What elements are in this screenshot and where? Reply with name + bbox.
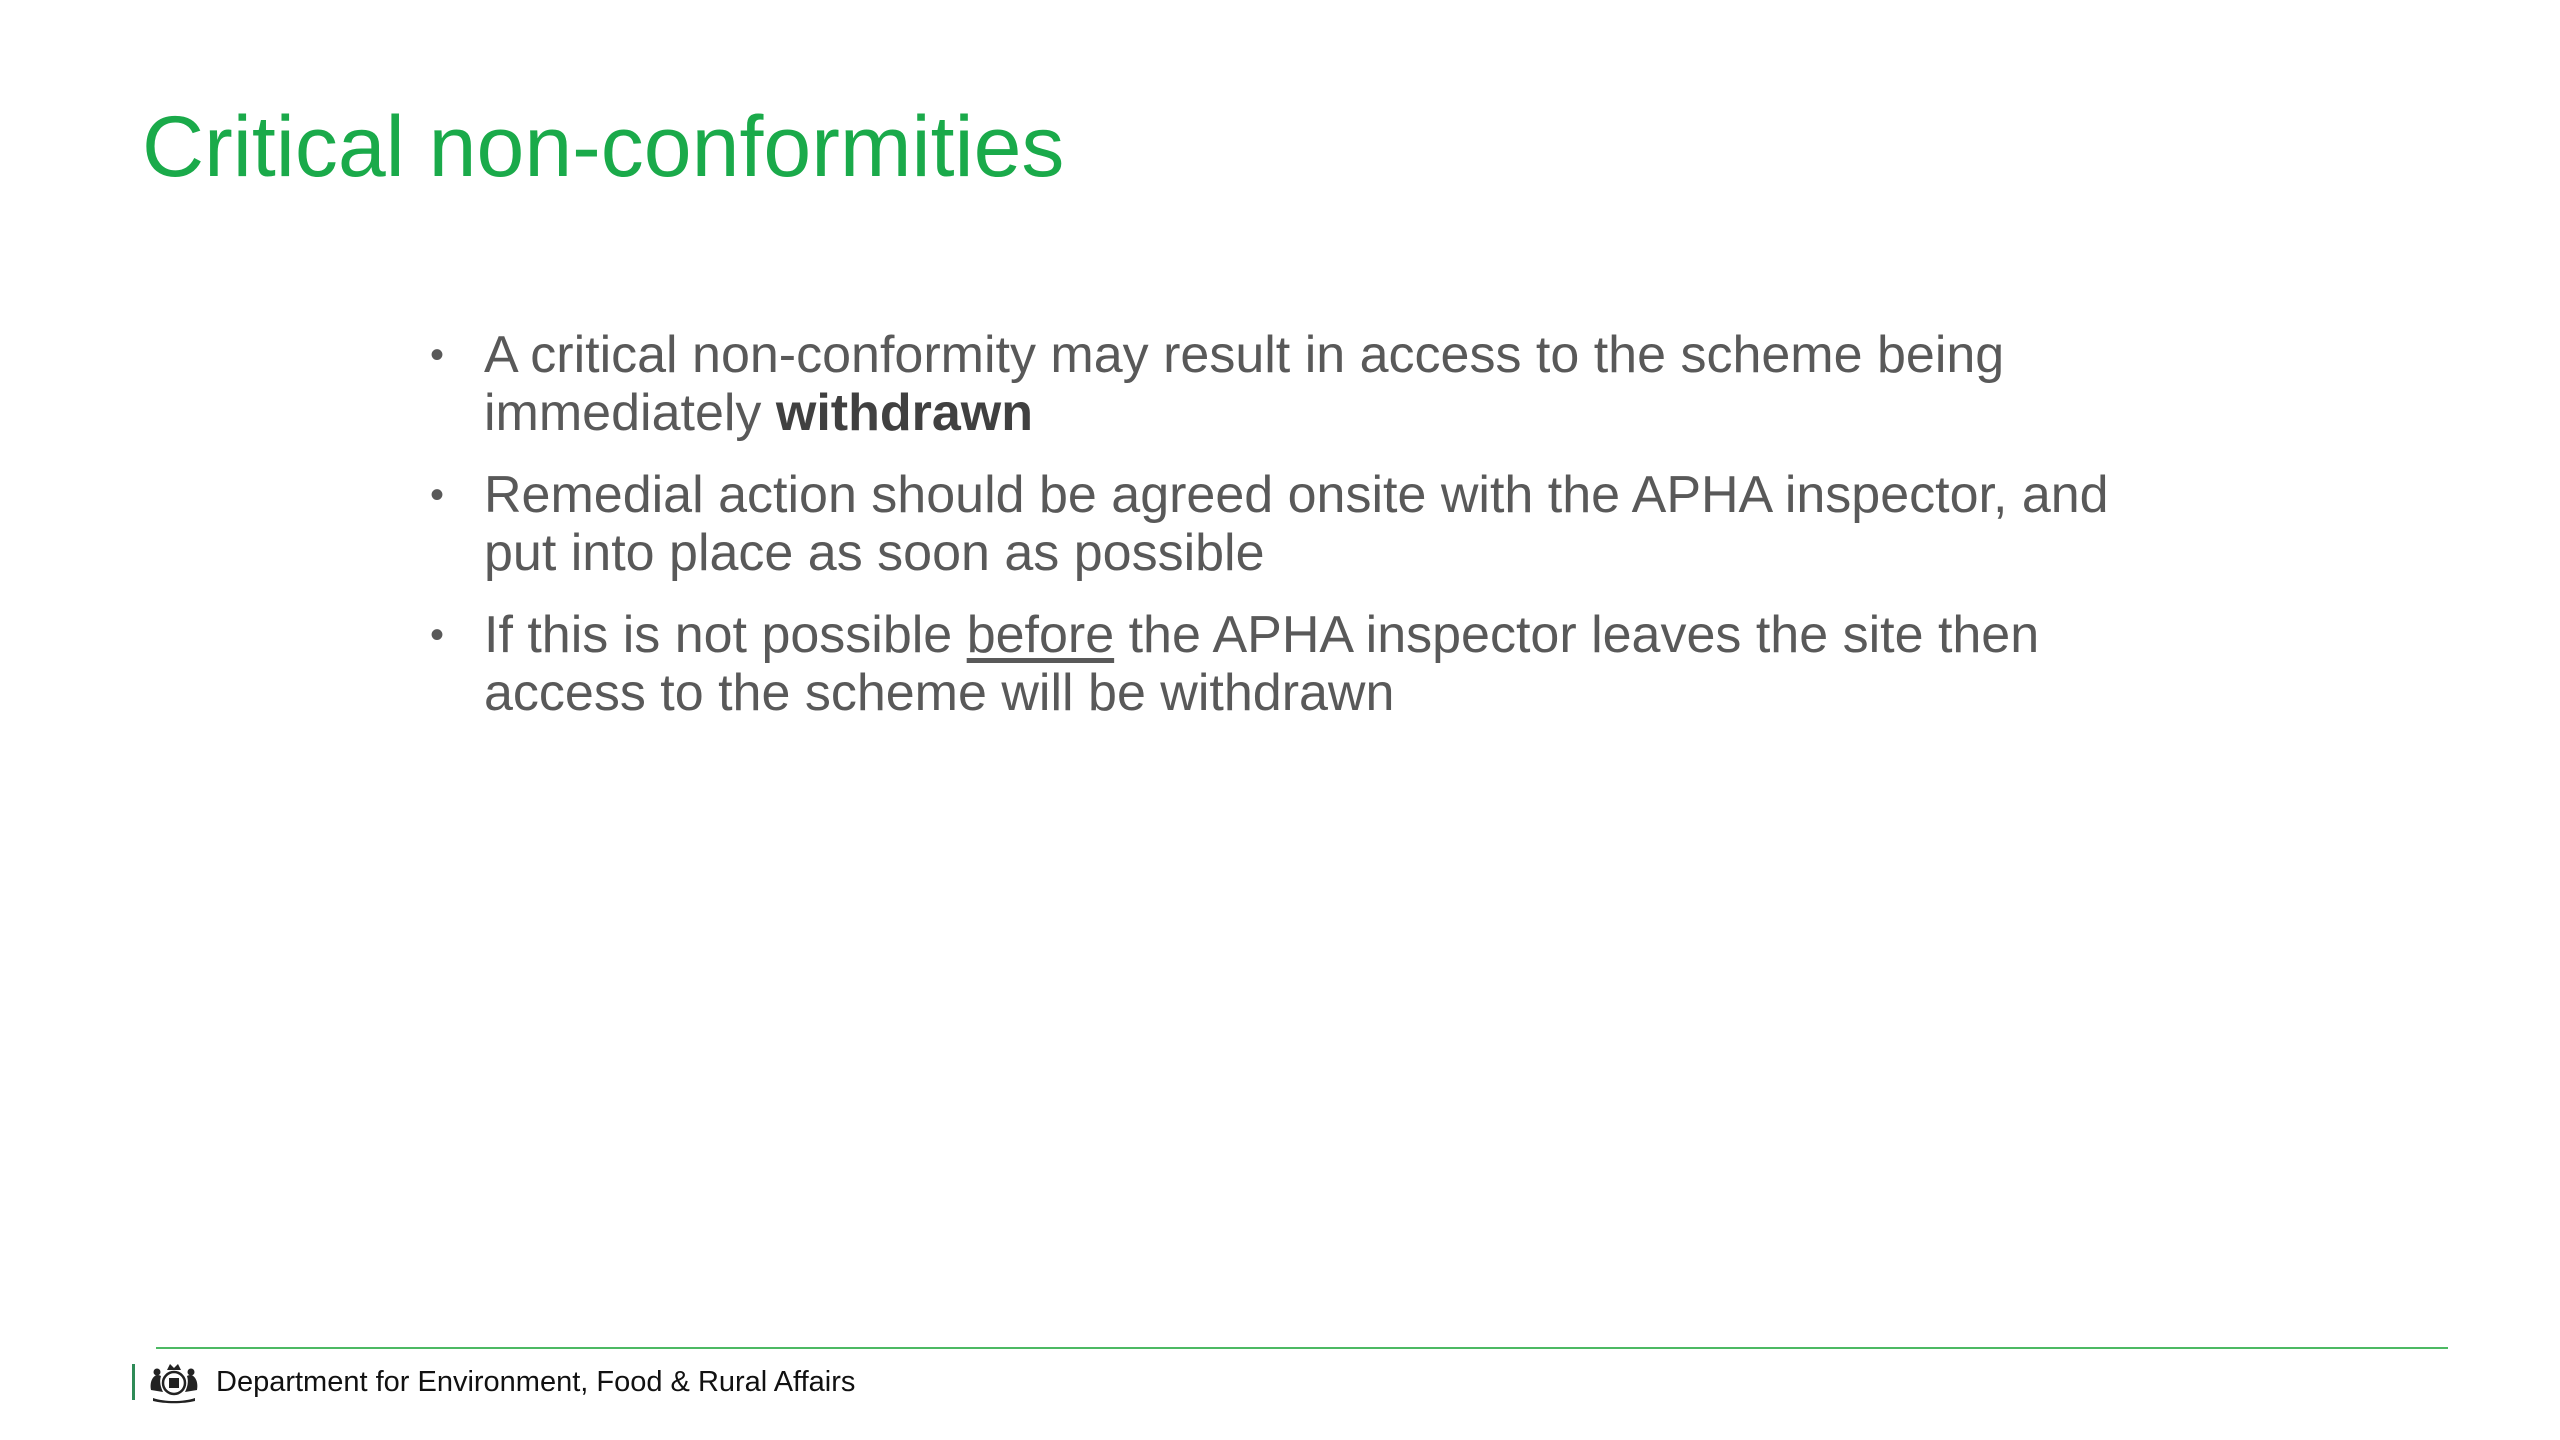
- bullet-item: [430, 326, 2150, 442]
- bullet-list: [430, 326, 2150, 746]
- bullet-item: [430, 466, 2150, 582]
- bullet-underlined-text: before: [966, 606, 1115, 664]
- bullet-marker: •: [430, 613, 445, 657]
- footer-organisation-name: Department for Environment, Food & Rural Affairs: [216, 1366, 856, 1398]
- bullet-text: A critical non-conformity may result in access to the scheme being immediately: [484, 326, 2005, 442]
- bullet-text: Remedial action should be agreed onsite with the APHA inspector, and put into place as soon as possible: [484, 466, 2109, 582]
- bullet-marker: •: [430, 473, 445, 517]
- bullet-marker: •: [430, 333, 445, 377]
- royal-crest-icon: [145, 1360, 203, 1404]
- bullet-text: If this is not possible: [484, 606, 967, 664]
- footer-rule: [156, 1347, 2448, 1349]
- slide-title: Critical non-conformities: [142, 99, 1065, 195]
- bullet-bold-text: withdrawn: [775, 384, 1033, 442]
- bullet-text-after: the APHA inspector leaves the site then access to the scheme will be withdrawn: [484, 606, 2040, 722]
- footer-accent-bar: [132, 1364, 135, 1400]
- bullet-item: [430, 606, 2150, 722]
